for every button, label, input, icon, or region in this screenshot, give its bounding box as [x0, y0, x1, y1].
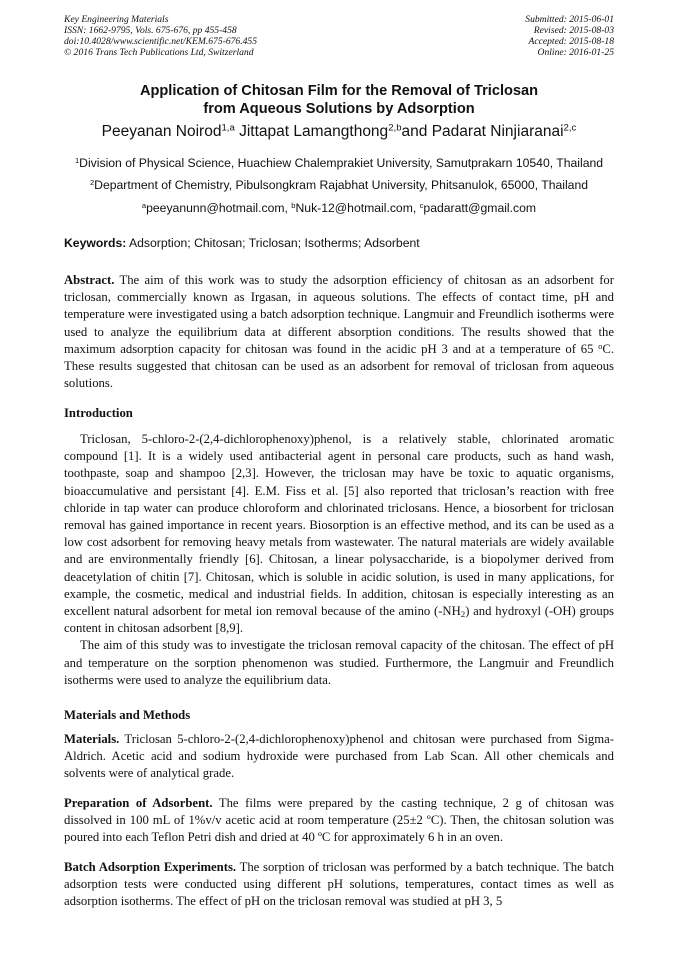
date-accepted: Accepted: 2015-08-18	[528, 36, 614, 47]
abstract	[64, 272, 614, 392]
keywords	[64, 236, 614, 250]
introduction-body	[64, 431, 614, 689]
materials-paragraph	[64, 731, 614, 783]
email-mark: b	[291, 200, 296, 210]
affiliation-2	[30, 178, 648, 192]
paragraph-text-end: ) and hydroxyl (-OH) groups content in chitosan adsorbent [8,9].	[64, 604, 614, 636]
email-mark: a	[141, 200, 147, 210]
paragraph-text: Triclosan, 5-chloro-2-(2,4-dichlorophenoxy)phenol, is a relatively stable, chlorinated aromatic compound [1]. It is a widely used antibacterial agent in personal care products, such as hand wash, toothpaste, soap and shampoo [2,3]. However, the triclosan may have be toxic to aquatic organisms, bioaccumulative and persistant [4]. E.M. Fiss et al. [5] also reported that triclosan’s reaction with free chloride in tap water can produce chloroform and chlorinated triclosans. Hence, a biosorbent for triclosan removal has gained importance in recent years. Biosorption is an effective method, and its can be used as a low cost adsorbent for removing heavy metals from wastewater. The natural materials are widely available and are environmentally friendly [6]. Chitosan, a linear polysaccharide, is a biopolymer derived from deacetylation of chitin [7]. Chitosan, which is soluble in acidic solution, is used in many applications, for example, the cosmetic, medical and industrial fields. In addition, chitosan is especially interesting as an excellent natural adsorbent for metal ion removal because of the amino (-NH	[64, 432, 614, 619]
title-line-2: from Aqueous Solutions by Adsorption	[203, 100, 475, 117]
batch-paragraph	[64, 859, 614, 911]
keywords-text: Adsorption; Chitosan; Triclosan; Isotherms; Adsorbent	[126, 236, 420, 250]
subsection-label: Materials.	[64, 732, 120, 746]
journal-issn: ISSN: 1662-9795, Vols. 675-676, pp 455-458	[64, 25, 237, 36]
date-submitted: Submitted: 2015-06-01	[525, 14, 614, 25]
journal-info	[64, 14, 257, 58]
paragraph-text: The sorption of triclosan was performed by a batch technique. The batch adsorption tests were conducted using different pH solutions, temperatures, contact times as well as adsorption isotherms. The effect of pH on the triclosan removal was studied at pH 3, 5	[64, 860, 614, 909]
affiliation-text: Department of Chemistry, Pibulsongkram Rajabhat University, Phitsanulok, 65000, Thailand	[94, 178, 589, 192]
author-affiliation-mark: 1,a	[221, 122, 235, 134]
journal-doi: doi:10.4028/www.scientific.net/KEM.675-676.455	[64, 36, 258, 47]
title-line-1: Application of Chitosan Film for the Removal of Triclosan	[139, 83, 539, 99]
abstract-text: The aim of this work was to study the adsorption efficiency of chitosan as an adsorbent for triclosan, commercially known as Irgasan, in aqueous solutions. The effects of contact time, pH and temperature were investigated using a batch adsorption technique. Langmuir and Freundlich isotherms were used to analyze the equilibrium data at different absorption conditions. The results showed that the maximum adsorption capacity for chitosan was found in the acidic pH 3 and at a temperature of 65	[64, 273, 614, 356]
author-affiliation-mark: 2,c	[563, 122, 577, 134]
affiliation-text: Division of Physical Science, Huachiew Chalemprakiet University, Samutprakarn 10540, Thailand	[79, 156, 604, 170]
paper-title	[40, 83, 638, 118]
abstract-paragraph	[64, 272, 614, 392]
publication-dates	[525, 14, 614, 58]
author-name: Jittapat Lamangthong	[239, 123, 389, 140]
introduction-paragraph-1	[64, 431, 614, 637]
author-list	[30, 123, 648, 141]
date-revised: Revised: 2015-08-03	[533, 25, 614, 36]
materials-subsection	[64, 731, 614, 783]
email-mark: c	[419, 200, 424, 210]
author-affiliation-mark: 2,b	[388, 122, 402, 134]
affiliation-mark: 2	[89, 177, 95, 187]
preparation-subsection	[64, 795, 614, 847]
subsection-label: Batch Adsorption Experiments.	[64, 860, 237, 874]
author-name: Padarat Ninjiaranai	[431, 123, 564, 140]
abstract-text-end: C. These results suggested that chitosan can be used as an adsorbent for removal of triclosan from aqueous solutions.	[64, 341, 614, 391]
email-link[interactable]: peeyanunn@hotmail.com,	[146, 201, 292, 215]
abstract-label: Abstract.	[64, 273, 115, 287]
email-link[interactable]: padaratt@gmail.com	[423, 201, 537, 215]
author-name: Peeyanan Noirod	[101, 123, 222, 140]
journal-name: Key Engineering Materials	[64, 14, 169, 25]
keywords-label: Keywords:	[64, 236, 127, 250]
affiliation-mark: 1	[74, 155, 80, 165]
subsection-label: Preparation of Adsorbent.	[64, 796, 213, 810]
section-heading-materials-methods: Materials and Methods	[64, 708, 191, 722]
batch-subsection	[64, 859, 614, 911]
email-link[interactable]: Nuk-12@hotmail.com,	[295, 201, 420, 215]
paragraph-text: The films were prepared by the casting technique, 2 g of chitosan was dissolved in 100 mL of 1%v/v acetic acid at room temperature (25±2 ºC). Then, the chitosan solution was poured into each Teflon Petri dish and dried at 40 ºC for approximately 6 h in an oven.	[64, 796, 614, 845]
subscript: 2	[460, 609, 466, 620]
degree-mark: o	[598, 341, 603, 351]
journal-copyright: © 2016 Trans Tech Publications Ltd, Switzerland	[64, 47, 254, 58]
author-separator: and	[401, 123, 432, 140]
date-online: Online: 2016-01-25	[537, 47, 614, 58]
affiliation-1	[30, 156, 648, 170]
preparation-paragraph	[64, 795, 614, 847]
author-emails	[30, 201, 648, 215]
paragraph-text: Triclosan 5-chloro-2-(2,4-dichlorophenoxy)phenol and chitosan were purchased from Sigma-Aldrich. Acetic acid and sodium hydroxide were purchased from Lab Scan. All other chemicals and solvents were of analytical grade.	[64, 732, 614, 781]
introduction-paragraph-2: The aim of this study was to investigate the triclosan removal capacity of the chitosan. The effect of pH and temperature on the sorption phenomenon was studied. Furthermore, the Langmuir and Freundlich isotherms were used to analyze the equilibrium data.	[64, 638, 614, 687]
section-heading-introduction: Introduction	[64, 406, 133, 420]
